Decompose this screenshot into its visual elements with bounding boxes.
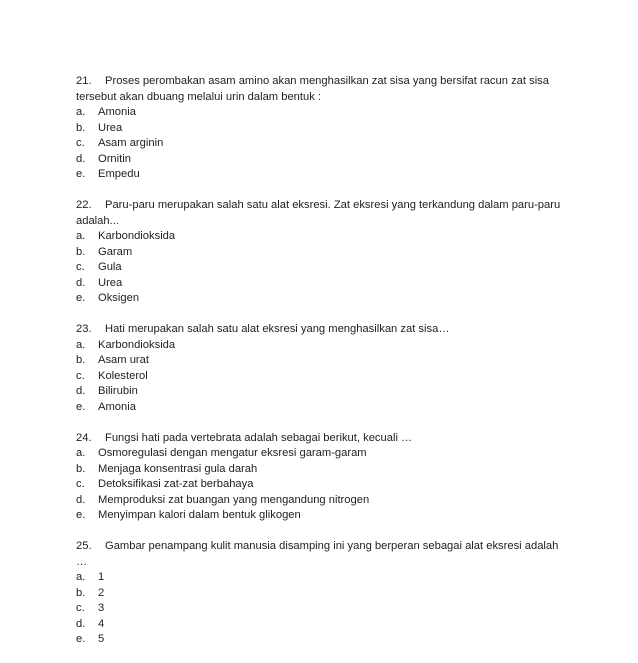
- option-text: 2: [98, 586, 105, 599]
- question-sheet: [76, 74, 566, 663]
- option-b: [76, 245, 566, 261]
- option-text: 5: [98, 633, 105, 645]
- option-letter: a.: [76, 106, 86, 118]
- question-21: [76, 74, 566, 183]
- option-letter: e.: [76, 509, 86, 521]
- question-stem: [76, 198, 566, 229]
- option-list: [76, 105, 566, 183]
- option-text: Menyimpan kalori dalam bentuk glikogen: [98, 509, 301, 521]
- option-letter: c.: [76, 137, 85, 149]
- option-list: [76, 229, 566, 307]
- option-letter: e.: [76, 400, 86, 413]
- option-letter: d.: [76, 385, 86, 397]
- question-stem: [76, 539, 566, 570]
- option-text: Detoksifikasi zat-zat berbahaya: [98, 478, 254, 490]
- option-text: Kolesterol: [98, 369, 148, 382]
- question-number: 24.: [76, 431, 92, 444]
- option-text: Urea: [98, 121, 123, 134]
- option-d: [76, 276, 566, 292]
- option-letter: b.: [76, 462, 86, 475]
- option-letter: d.: [76, 493, 86, 506]
- option-d: [76, 152, 566, 168]
- option-text: Ornitin: [98, 152, 131, 165]
- option-c: [76, 260, 566, 276]
- option-text: Memproduksi zat buangan yang mengandung nitrogen: [98, 493, 370, 506]
- option-letter: b.: [76, 354, 86, 366]
- option-text: 1: [98, 571, 105, 583]
- option-letter: a.: [76, 571, 86, 583]
- option-letter: c.: [76, 478, 85, 490]
- option-letter: d.: [76, 152, 86, 165]
- option-text: 3: [98, 602, 105, 614]
- option-letter: d.: [76, 617, 86, 630]
- option-letter: b.: [76, 586, 86, 599]
- option-text: Amonia: [98, 400, 136, 413]
- option-letter: c.: [76, 261, 85, 273]
- option-c: [76, 601, 566, 617]
- option-text: Asam urat: [98, 354, 149, 366]
- option-e: [76, 167, 566, 183]
- question-22: [76, 198, 566, 307]
- option-text: 4: [98, 617, 105, 630]
- question-text: Proses perombakan asam amino akan menghasilkan zat sisa yang bersifat racun zat sisa tersebut akan dbuang melalui urin dalam bentuk :: [76, 75, 549, 103]
- option-text: Asam arginin: [98, 137, 164, 149]
- option-c: [76, 477, 566, 493]
- question-text: Gambar penampang kulit manusia disamping ini yang berperan sebagai alat eksresi adalah …: [76, 540, 559, 568]
- question-text: Paru-paru merupakan salah satu alat eksresi. Zat eksresi yang terkandung dalam paru-paru adalah...: [76, 199, 561, 227]
- option-text: Garam: [98, 245, 133, 258]
- option-text: Menjaga konsentrasi gula darah: [98, 462, 258, 475]
- option-text: Amonia: [98, 106, 136, 118]
- question-23: [76, 322, 566, 415]
- option-list: [76, 446, 566, 524]
- option-e: [76, 291, 566, 307]
- option-letter: c.: [76, 369, 85, 382]
- option-letter: a.: [76, 338, 86, 351]
- question-stem: [76, 431, 566, 447]
- option-letter: b.: [76, 121, 86, 134]
- option-e: [76, 632, 566, 648]
- option-e: [76, 400, 566, 416]
- option-a: [76, 570, 566, 586]
- option-letter: e.: [76, 168, 86, 180]
- option-text: Bilirubin: [98, 385, 138, 397]
- option-letter: a.: [76, 230, 86, 242]
- question-number: 21.: [76, 75, 92, 87]
- option-text: Karbondioksida: [98, 338, 176, 351]
- question-stem: [76, 74, 566, 105]
- option-text: Empedu: [98, 168, 140, 180]
- question-text: Hati merupakan salah satu alat eksresi yang menghasilkan zat sisa…: [105, 323, 450, 335]
- question-25: [76, 539, 566, 648]
- question-number: 22.: [76, 199, 92, 211]
- option-letter: a.: [76, 447, 86, 459]
- option-b: [76, 586, 566, 602]
- option-letter: e.: [76, 633, 86, 645]
- option-text: Gula: [98, 261, 122, 273]
- option-list: [76, 570, 566, 648]
- option-text: Karbondioksida: [98, 230, 176, 242]
- option-d: [76, 384, 566, 400]
- option-letter: c.: [76, 602, 85, 614]
- option-a: [76, 229, 566, 245]
- option-c: [76, 136, 566, 152]
- option-text: Urea: [98, 276, 123, 289]
- option-text: Osmoregulasi dengan mengatur eksresi garam-garam: [98, 447, 367, 459]
- question-text: Fungsi hati pada vertebrata adalah sebagai berikut, kecuali …: [105, 431, 413, 444]
- option-a: [76, 446, 566, 462]
- option-a: [76, 338, 566, 354]
- option-letter: d.: [76, 276, 86, 289]
- option-d: [76, 493, 566, 509]
- option-b: [76, 462, 566, 478]
- option-text: Oksigen: [98, 292, 140, 304]
- question-stem: [76, 322, 566, 338]
- question-number: 25.: [76, 540, 92, 552]
- option-c: [76, 369, 566, 385]
- option-letter: b.: [76, 245, 86, 258]
- option-a: [76, 105, 566, 121]
- option-letter: e.: [76, 292, 86, 304]
- option-b: [76, 121, 566, 137]
- option-b: [76, 353, 566, 369]
- question-24: [76, 431, 566, 524]
- option-e: [76, 508, 566, 524]
- question-number: 23.: [76, 323, 92, 335]
- option-list: [76, 338, 566, 416]
